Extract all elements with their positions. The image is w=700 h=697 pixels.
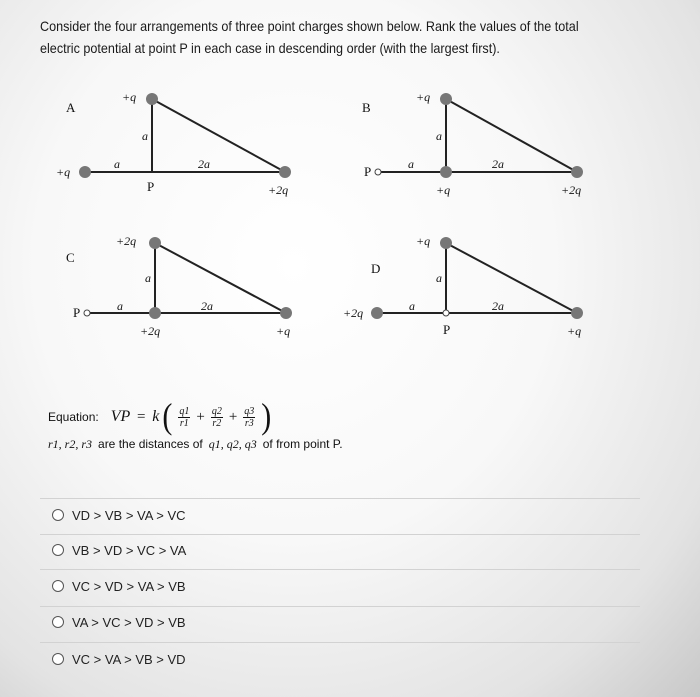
figure-a-side-label: a bbox=[142, 129, 148, 143]
option-divider bbox=[40, 569, 640, 570]
option-1-radio[interactable] bbox=[52, 509, 64, 521]
figure-d-hypotenuse bbox=[446, 243, 577, 313]
figure-b-charge-top bbox=[440, 93, 452, 105]
figure-b-point-marker bbox=[375, 169, 381, 175]
figure-c-point-label: P bbox=[73, 305, 81, 320]
figure-d-label: D bbox=[371, 261, 381, 276]
figure-b-base-right-label: 2a bbox=[492, 157, 504, 171]
figure-a-right-charge-label: +2q bbox=[268, 183, 289, 197]
option-1[interactable] bbox=[52, 505, 186, 525]
figure-b-base-left-label: a bbox=[408, 157, 414, 171]
equation-term-3: $\frac{q3}{r3}$ bbox=[244, 405, 255, 429]
figure-d-side-label: a bbox=[436, 271, 442, 285]
figure-a-left-charge-label: +q bbox=[56, 165, 71, 179]
figure-b-right-charge-label: +2q bbox=[561, 183, 582, 197]
figure-c-charge-mid bbox=[149, 307, 161, 319]
figure-c-charge-top bbox=[149, 237, 161, 249]
equation-term-2: $\frac{q2}{r2}$ bbox=[211, 405, 222, 429]
figure-d bbox=[343, 234, 583, 338]
option-divider bbox=[40, 606, 640, 607]
figure-c-mid-charge-label: +2q bbox=[140, 324, 161, 338]
figure-d-base-right-label: 2a bbox=[492, 299, 504, 313]
figure-b-top-charge-label: +q bbox=[416, 90, 431, 104]
figure-b bbox=[362, 90, 583, 197]
option-divider bbox=[40, 642, 640, 643]
option-4-radio[interactable] bbox=[52, 616, 64, 628]
figure-a-base-left-label: a bbox=[114, 157, 120, 171]
figure-a-base-right-label: 2a bbox=[198, 157, 210, 171]
distances-symbols: r1, r2, r3 bbox=[48, 437, 93, 451]
figure-b-hypotenuse bbox=[446, 99, 577, 172]
equation-lhs: VP bbox=[110, 408, 131, 425]
figure-a-charge-right bbox=[279, 166, 291, 178]
figure-a-label: A bbox=[66, 100, 76, 115]
figure-b-label: B bbox=[362, 100, 371, 115]
figure-c-hypotenuse bbox=[155, 243, 286, 313]
figure-c-right-charge-label: +q bbox=[276, 324, 291, 338]
figure-d-charge-left bbox=[371, 307, 383, 319]
figure-b-charge-mid bbox=[440, 166, 452, 178]
figure-a-hypotenuse bbox=[152, 99, 285, 172]
figure-d-charge-right bbox=[571, 307, 583, 319]
from-point-text: of from point P. bbox=[262, 437, 343, 451]
option-3-radio[interactable] bbox=[52, 580, 64, 592]
option-3[interactable] bbox=[52, 576, 186, 596]
distances-text: are the distances of bbox=[98, 437, 203, 451]
charges-symbols: q1, q2, q3 bbox=[208, 437, 257, 451]
figure-c-top-charge-label: +2q bbox=[116, 234, 137, 248]
figure-b-side-label: a bbox=[436, 129, 442, 143]
option-4-label: VA > VC > VD > VB bbox=[72, 614, 186, 630]
figure-a-charge-left bbox=[79, 166, 91, 178]
figure-a-top-charge-label: +q bbox=[122, 90, 137, 104]
option-2[interactable] bbox=[52, 540, 186, 560]
option-3-label: VC > VD > VA > VB bbox=[72, 578, 186, 594]
figure-d-top-charge-label: +q bbox=[416, 234, 431, 248]
option-5-radio[interactable] bbox=[52, 653, 64, 665]
option-5[interactable] bbox=[52, 649, 186, 669]
figure-d-charge-top bbox=[440, 237, 452, 249]
figure-a bbox=[56, 90, 291, 197]
equation-label: Equation: bbox=[48, 410, 99, 424]
distances-note bbox=[48, 437, 343, 452]
figure-c-base-left-label: a bbox=[117, 299, 123, 313]
equation-constant: k bbox=[152, 408, 160, 425]
figure-c-charge-right bbox=[280, 307, 292, 319]
figure-a-point-label: P bbox=[147, 179, 155, 194]
option-1-label: VD > VB > VA > VC bbox=[72, 507, 186, 523]
figure-c-side-label: a bbox=[145, 271, 151, 285]
figure-d-point-marker bbox=[443, 310, 449, 316]
figure-c bbox=[66, 234, 292, 338]
figure-d-right-charge-label: +q bbox=[567, 324, 582, 338]
figure-b-point-label: P bbox=[364, 164, 372, 179]
figure-b-charge-right bbox=[571, 166, 583, 178]
figure-a-charge-top bbox=[146, 93, 158, 105]
equation-formula: VP = k ( $\frac{q1}{r1}$ + $\frac{q2}{r2}$ + $\frac{q3}{r3}$ ) bbox=[110, 396, 272, 437]
figure-c-label: C bbox=[66, 250, 75, 265]
option-2-label: VB > VD > VC > VA bbox=[72, 542, 187, 558]
option-2-radio[interactable] bbox=[52, 544, 64, 556]
figure-c-base-right-label: 2a bbox=[201, 299, 213, 313]
option-4[interactable] bbox=[52, 612, 186, 632]
figure-c-point-marker bbox=[84, 310, 90, 316]
equation-term-1: $\frac{q1}{r1}$ bbox=[179, 405, 190, 429]
equation bbox=[48, 396, 274, 437]
figure-d-left-charge-label: +2q bbox=[343, 306, 364, 320]
option-5-label: VC > VA > VB > VD bbox=[72, 651, 186, 667]
option-divider bbox=[40, 534, 640, 535]
figure-d-base-left-label: a bbox=[409, 299, 415, 313]
figure-d-point-label: P bbox=[443, 322, 451, 337]
question-text: Consider the four arrangements of three point charges shown below. Rank the values of the total electric potential at point P in each case in descending order (with the largest first). bbox=[40, 18, 579, 56]
option-divider bbox=[40, 498, 640, 499]
figure-b-mid-charge-label: +q bbox=[436, 183, 451, 197]
